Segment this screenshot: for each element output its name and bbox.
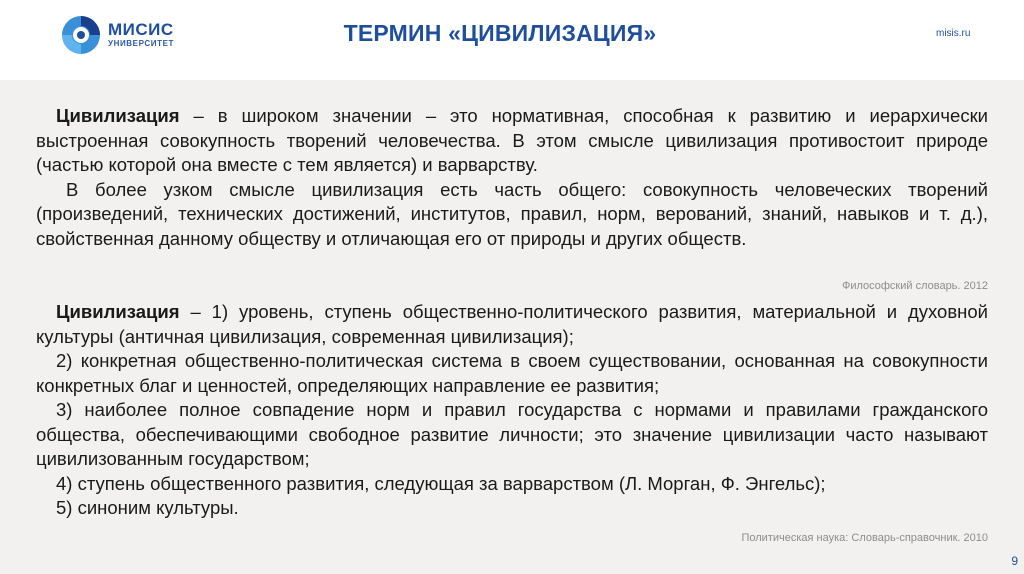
definition-text: – в широком значении – это нормативная, способная к развитию и иерархически выстроенная совокупность творений человечества. В этом смысле цивилизация противостоит природе (частью которой она вместе с тем является) и варварству. [36,105,988,175]
source-citation-1: Философский словарь. 2012 [841,280,988,292]
definition-item-2: 2) конкретная общественно-политическая система в своем существовании, основанная на совокупности конкретных благ и ценностей, определяющих направление ее развития; [36,350,988,396]
definition-item-4: 4) ступень общественного развития, следующая за варварством (Л. Морган, Ф. Энгельс); [56,472,826,494]
term-label: Цивилизация [56,301,180,322]
term-label: Цивилизация [56,105,180,126]
definition-political [36,300,988,521]
definition-item-3: 3) наиболее полное совпадение норм и правил государства с нормами и правилами гражданского общества, обеспечивающими свободное развитие личности; это значение цивилизации часто называют цивилизованным государством; [36,399,988,469]
site-link[interactable]: misis.ru [936,28,971,39]
slide-content [0,80,1024,574]
logo-name: МИСИС [108,20,174,39]
source-citation-2: Политическая наука: Словарь-справочник. 2010 [741,532,988,544]
misis-logo-icon [60,14,102,56]
logo-text [108,21,174,48]
definition-philosophical [36,104,988,251]
definition-item-1 [36,300,988,349]
logo-subtitle: УНИВЕРСИТЕТ [108,39,174,48]
page-number: 9 [1011,554,1018,568]
slide-title: ТЕРМИН «ЦИВИЛИЗАЦИЯ» [343,20,657,46]
definition-paragraph-2: В более узком смысле цивилизация есть часть общего: совокупность человеческих творений (произведений, технических достижений, институтов, правил, норм, верований, знаний, навыков и т. д.), свойственная данному обществу и отличающая его от природы и других обществ. [36,178,988,249]
logo [60,14,180,58]
slide-header [0,0,1024,80]
definition-text: – 1) уровень, ступень общественно-политического развития, материальной и духовной культуры (античная цивилизация, современная цивилизация); [36,301,988,347]
definition-paragraph-1 [36,104,988,178]
definition-item-5: 5) синоним культуры. [56,497,239,518]
